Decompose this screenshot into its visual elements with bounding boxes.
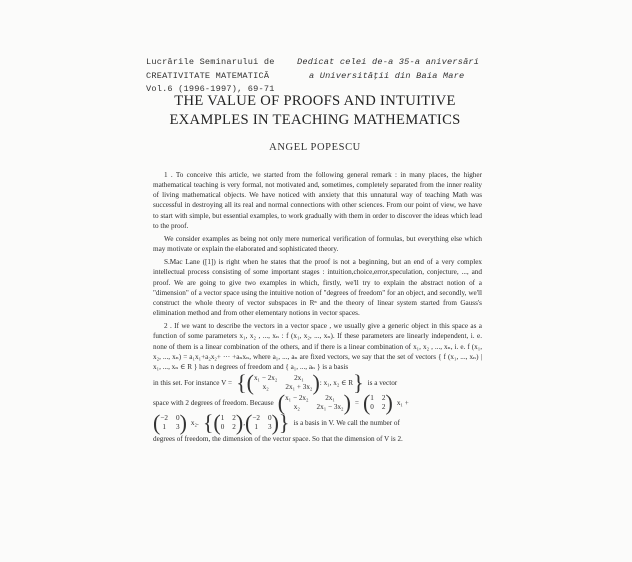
equation-text: in this set. For instance V =: [153, 378, 233, 387]
journal-subtitle: CREATIVITATE MATEMATICĂ: [146, 70, 270, 81]
matrix-body: [221, 414, 236, 432]
equation-text: x₂.: [190, 418, 199, 427]
matrix-cell: 0: [370, 402, 374, 411]
paren-open: (: [153, 409, 161, 435]
journal-name: Lucrările Seminarului de: [146, 57, 275, 67]
paragraph-maclane: S.Mac Lane ([1]) is right when he states that the proof is not a beginning, but an end of a very complex intellectual process consisting of some important stages : intuition,choice,error,speculation, conjecture, ..., and proof. We are going to give two examples in which, firstly, we'll try to explain the abstract notion of a "dimension" of a vector space using the intuitive notion of "degrees of freedom" for an object, and secondly, we'll construct the whole theory of vector subspaces in Rⁿ and the theory of linear system started from Gauss's elimination method and from other elementary notions in vector spaces.: [153, 258, 482, 318]
matrix-cell: 3: [175, 422, 180, 431]
matrix-cell: x₂: [293, 402, 300, 411]
equation-text: is a vector: [367, 378, 398, 387]
matrix-cell: 2: [381, 393, 386, 402]
paper-body: [153, 170, 482, 444]
matrix-cell: 2x₁: [294, 373, 304, 382]
paren-open: (: [362, 389, 371, 415]
equation-row-1: [153, 369, 482, 395]
matrix-cell: 2x₁: [325, 393, 335, 402]
author-name: ANGEL POPESCU: [269, 142, 361, 153]
matrix-cell: x₁ − 2x₂: [253, 373, 278, 382]
paragraph-examples: We consider examples as being not only mere numerical verification of formulas, but everything else which may motivate or explain the elaborated and sophisticated theory.: [153, 234, 482, 254]
matrix-cell: 2: [232, 422, 236, 431]
matrix-cell: 0: [220, 422, 225, 431]
matrix-cell: 1: [254, 422, 258, 431]
matrix-cell: 3: [268, 422, 272, 431]
paren-close: ): [179, 409, 187, 435]
journal-header: [146, 56, 275, 97]
equation-text: x₁ +: [396, 398, 409, 407]
title-line-1: THE VALUE OF PROOFS AND INTUITIVE: [174, 93, 456, 109]
paragraph-vectors: 2 . If we want to describe the vectors in a vector space , we usually give a generic object in this space as a function of some parameters x₁, x₂ , ..., xₙ : f (x₁, x₂, ..., xₙ). If these parameters are linearly independent, i. e. none of them is a linear combination of the others, and if there is a linear combination of x₁, x₂ , ..., xₙ, i. e. f (x₁, x₂, ..., xₙ) = a₁x₁+a₂x₂+ ··· +aₙxₙ, where a₁, ..., aₙ are fixed vectors, we say that the set of vectors { f (x₁, ..., xₙ) | x₁, ..., xₙ ∈ R } has n degrees of freedom and { a₁, ..., aₙ } is a basis: [153, 322, 482, 371]
dedication-line-1: Dedicat celei de-a 35-a aniversări: [297, 57, 480, 67]
matrix-cell: 0: [175, 413, 180, 422]
matrix-b: [362, 389, 393, 415]
paren-close: ): [312, 369, 320, 395]
matrix-cell: x₂: [262, 382, 269, 391]
comma: ,: [243, 418, 246, 427]
brace-close: )}: [271, 409, 290, 435]
matrix-body: [285, 394, 344, 412]
journal-volume: Vol.6 (1996-1997), 69-71: [146, 84, 275, 94]
matrix-cell: 2: [381, 402, 386, 411]
equals-sign: =: [354, 398, 359, 407]
paren-close: ): [235, 409, 244, 435]
matrix-body: [160, 414, 179, 432]
brace-close: }: [353, 369, 364, 395]
matrix-cell: 1: [370, 393, 374, 402]
matrix-c: [153, 409, 187, 435]
dedication-line-2: a Universităţii din Baia Mare: [309, 70, 465, 81]
matrix-cell: 2: [232, 413, 236, 422]
paren-open: (: [277, 389, 286, 415]
title-line-2: EXAMPLES IN TEACHING MATHEMATICS: [169, 112, 461, 128]
matrix-body: [252, 414, 271, 432]
set-condition: : x₁, x₂ ∈ R: [319, 378, 354, 387]
equation-text: is a basis in V. We call the number of: [293, 418, 400, 427]
matrix-cell: −2: [160, 413, 168, 422]
paren-close: ): [343, 389, 351, 415]
matrix-cell: x₁ − 2x₂: [285, 393, 309, 402]
matrix-body: [370, 394, 385, 412]
paper-title: [140, 92, 490, 130]
equation-text: space with 2 degrees of freedom. Because: [153, 398, 274, 407]
paren-open: (: [245, 409, 253, 435]
paragraph-dimension: degrees of freedom, the dimension of the vector space. So that the dimension of V is 2.: [153, 434, 403, 443]
dedication: [297, 56, 479, 83]
matrix-cell: −2: [252, 413, 260, 422]
paren-close: ): [385, 389, 393, 415]
equation-row-3: [153, 409, 482, 435]
basis-set: [202, 409, 290, 435]
matrix-cell: 2x₁ + 3x₂: [285, 382, 313, 391]
matrix-cell: 0: [268, 413, 272, 422]
matrix-cell: 2x₁ − 3x₂: [316, 402, 344, 411]
brace-open: {(: [202, 409, 221, 435]
paragraph-intro: 1 . To conceive this article, we started from the following general remark : in many places, the higher mathematical teaching is very formal, not motivated and, sometimes, completely separated from the inner reality of living mathematical objects. We have noticed with anxiety that this unnatural way of teaching Math was successful in destroying all its real and normal connections with other sciences. From our point of view, we have to start with simple, but essential examples, to work gradually with them in order to discover the ideas which lead to the proof.: [153, 171, 482, 230]
brace-open: {(: [236, 369, 254, 395]
matrix-cell: 1: [162, 422, 166, 431]
matrix-cell: 1: [220, 413, 225, 422]
